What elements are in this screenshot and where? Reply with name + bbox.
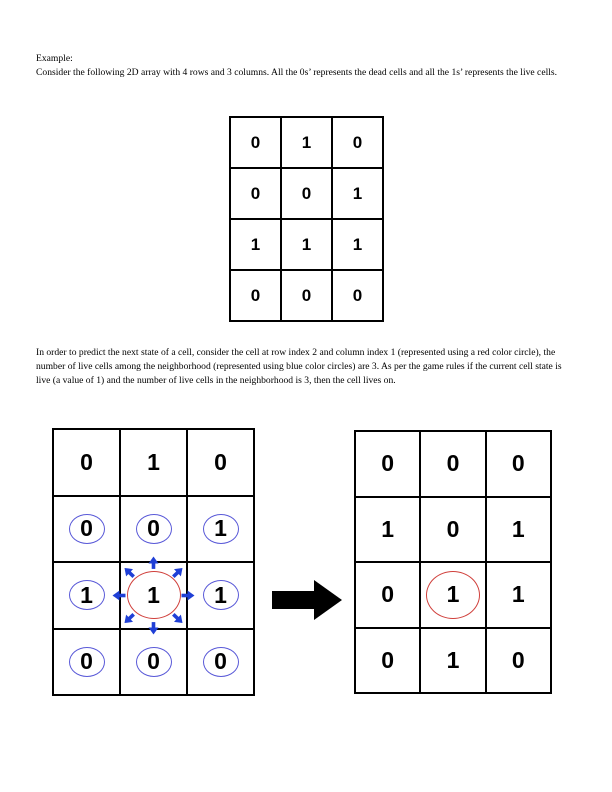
cell-value: 0 bbox=[147, 515, 160, 542]
cell-value: 0 bbox=[250, 132, 261, 152]
grid-cell bbox=[355, 628, 420, 694]
cell-value: 1 bbox=[250, 234, 261, 254]
cell-value: 1 bbox=[446, 646, 460, 673]
grid-cell bbox=[420, 497, 485, 563]
cell-value: 0 bbox=[214, 448, 227, 475]
grid-cell bbox=[281, 117, 332, 168]
grid-cell bbox=[281, 219, 332, 270]
grid-cell bbox=[230, 219, 281, 270]
grid-cell bbox=[420, 628, 485, 694]
grid-cell bbox=[332, 168, 383, 219]
grid-cell bbox=[187, 562, 254, 629]
grid-cell bbox=[420, 562, 485, 628]
cell-value: 1 bbox=[301, 234, 312, 254]
grid-cell bbox=[355, 562, 420, 628]
grid-cell bbox=[187, 629, 254, 696]
cell-value: 0 bbox=[301, 183, 312, 203]
cell-value: 1 bbox=[301, 132, 312, 152]
grid-cell bbox=[120, 429, 187, 496]
grid-cell bbox=[486, 497, 551, 563]
cell-value: 0 bbox=[80, 448, 93, 475]
grid-cell bbox=[355, 431, 420, 497]
grid-cell bbox=[355, 497, 420, 563]
cell-value: 1 bbox=[511, 581, 525, 608]
cell-value: 0 bbox=[352, 132, 363, 152]
grid-cell bbox=[332, 117, 383, 168]
grid-cell bbox=[120, 562, 187, 629]
cell-value: 0 bbox=[511, 646, 525, 673]
cell-value: 0 bbox=[80, 648, 93, 675]
cell-value: 1 bbox=[214, 515, 227, 542]
cell-value: 0 bbox=[250, 183, 261, 203]
grid-cell bbox=[120, 629, 187, 696]
neighborhood-grid bbox=[52, 428, 255, 696]
cell-value: 1 bbox=[147, 448, 160, 475]
cell-value: 0 bbox=[250, 285, 261, 305]
cell-value: 1 bbox=[214, 581, 227, 608]
grid-cell bbox=[486, 562, 551, 628]
grid-cell bbox=[486, 628, 551, 694]
grid-cell bbox=[230, 117, 281, 168]
cell-value: 1 bbox=[511, 515, 525, 542]
cell-value: 1 bbox=[381, 515, 395, 542]
cell-value: 1 bbox=[147, 581, 160, 608]
example-label: Example: bbox=[36, 53, 73, 64]
grid-cell bbox=[332, 270, 383, 321]
cell-value: 0 bbox=[511, 450, 525, 477]
grid-cell bbox=[281, 270, 332, 321]
intro-paragraph: Consider the following 2D array with 4 rows and 3 columns. All the 0s’ represents the dead cells and all the 1s’ represents the live cells. bbox=[36, 67, 558, 78]
cell-value: 0 bbox=[446, 450, 460, 477]
cell-value: 1 bbox=[80, 581, 93, 608]
grid-cell bbox=[332, 219, 383, 270]
cell-value: 0 bbox=[214, 648, 227, 675]
grid-cell bbox=[53, 629, 120, 696]
grid-cell bbox=[486, 431, 551, 497]
grid-cell bbox=[230, 168, 281, 219]
grid-cell bbox=[281, 168, 332, 219]
cell-value: 1 bbox=[446, 581, 460, 608]
grid-cell bbox=[53, 562, 120, 629]
grid-cell bbox=[230, 270, 281, 321]
cell-value: 1 bbox=[352, 183, 363, 203]
arrow-right-icon bbox=[272, 580, 342, 620]
cell-value: 0 bbox=[352, 285, 363, 305]
cell-value: 0 bbox=[381, 646, 395, 673]
next-state-grid bbox=[354, 430, 552, 694]
grid-cell bbox=[420, 431, 485, 497]
explanation-paragraph: In order to predict the next state of a cell, consider the cell at row index 2 and column index 1 (represented using a red color circle), the number of live cells among the neighborhood (represented using blue color circles) are 3. As per the game rules if the current cell state is live (a value of 1) and the number of live cells in the neighborhood is 3, then the cell lives on. bbox=[36, 347, 562, 386]
grid-cell bbox=[53, 429, 120, 496]
cell-value: 0 bbox=[381, 450, 395, 477]
grid-cell bbox=[187, 496, 254, 563]
cell-value: 0 bbox=[80, 515, 93, 542]
cell-value: 0 bbox=[446, 515, 460, 542]
cell-value: 0 bbox=[301, 285, 312, 305]
cell-value: 1 bbox=[352, 234, 363, 254]
cell-value: 0 bbox=[381, 581, 395, 608]
grid-cell bbox=[53, 496, 120, 563]
grid-cell bbox=[120, 496, 187, 563]
initial-grid bbox=[229, 116, 384, 322]
cell-value: 0 bbox=[147, 648, 160, 675]
grid-cell bbox=[187, 429, 254, 496]
